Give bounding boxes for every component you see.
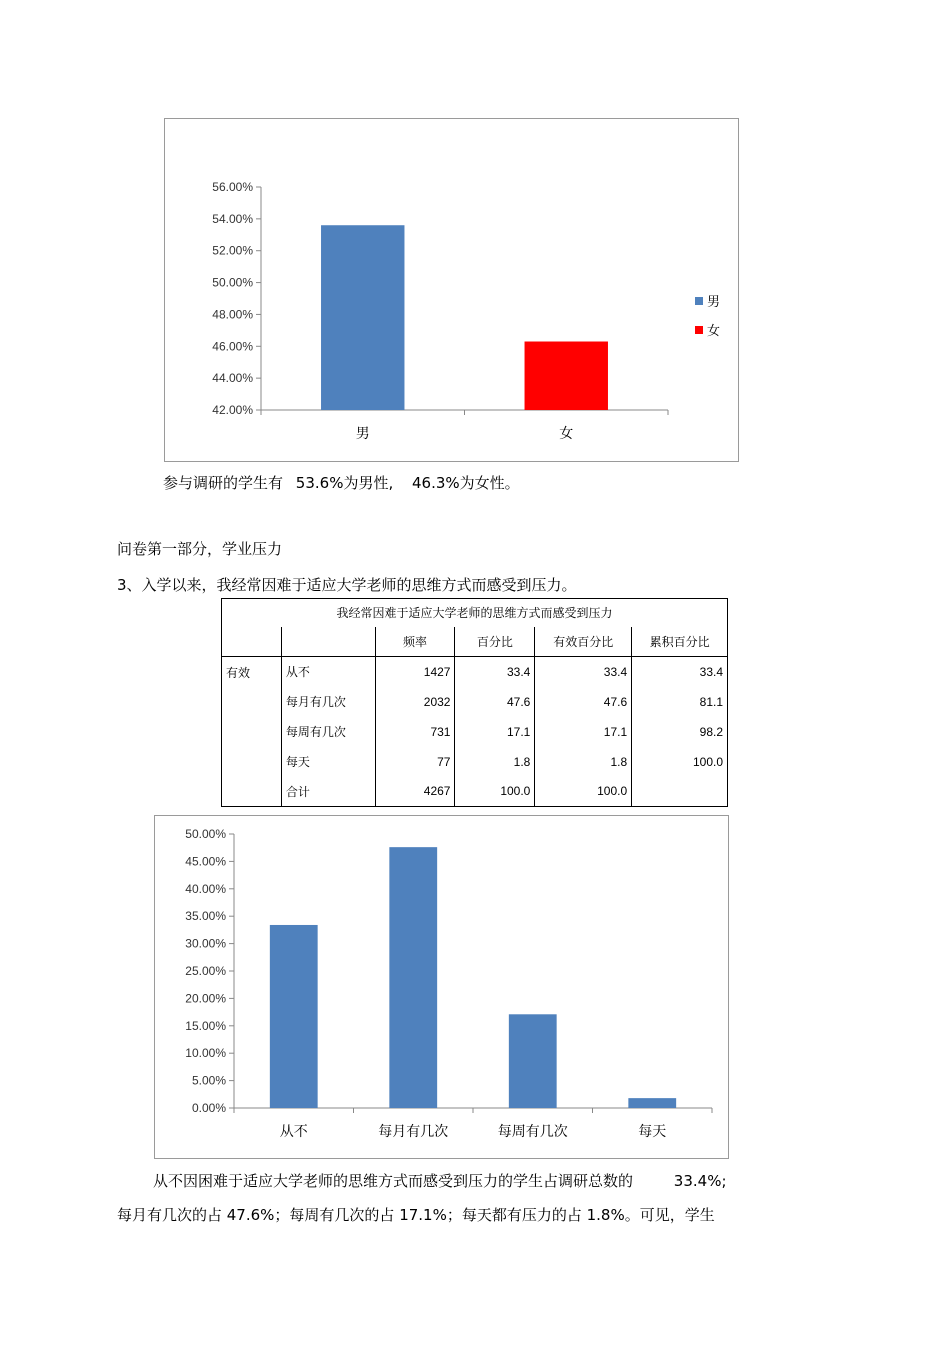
cell-cum: 33.4 xyxy=(632,657,728,687)
row-label: 从不 xyxy=(281,657,375,687)
cell-pct-total: 100.0 xyxy=(455,777,535,807)
cell-cum: 100.0 xyxy=(632,747,728,777)
row-label: 每周有几次 xyxy=(281,717,375,747)
y-tick-label: 42.00% xyxy=(212,403,253,417)
y-tick-label: 54.00% xyxy=(212,211,253,226)
gender-chart-svg xyxy=(165,119,740,463)
y-tick-label: 56.00% xyxy=(212,180,253,194)
y-tick-label: 5.00% xyxy=(191,1073,226,1088)
cell-freq: 2032 xyxy=(375,687,455,717)
group-label: 有效 xyxy=(222,657,282,807)
cell-pct: 17.1 xyxy=(455,717,535,747)
bar xyxy=(270,925,318,1108)
gender-chart xyxy=(164,118,739,462)
x-tick-label: 女 xyxy=(559,426,574,442)
legend-swatch xyxy=(695,297,703,305)
x-tick-label: 从不 xyxy=(279,1124,308,1140)
cell-cum-total xyxy=(632,777,728,807)
x-tick-label: 男 xyxy=(355,426,370,442)
bar xyxy=(389,847,437,1108)
y-tick-label: 40.00% xyxy=(185,881,226,896)
row-label-total: 合计 xyxy=(281,777,375,807)
gender-summary-c: 46.3%为女性。 xyxy=(412,474,520,492)
stress-summary-b: 33.4%; xyxy=(673,1172,727,1190)
y-tick-label: 48.00% xyxy=(212,307,253,322)
y-tick-label: 25.00% xyxy=(185,964,226,978)
table-caption: 我经常因难于适应大学老师的思维方式而感受到压力 xyxy=(222,599,728,627)
legend-swatch xyxy=(695,326,703,334)
stress-summary-a: 从不因困难于适应大学老师的思维方式而感受到压力的学生占调研总数的 xyxy=(153,1172,634,1190)
gender-summary-b: 53.6%为男性, xyxy=(295,474,394,492)
question-3: 3、入学以来，我经常因难于适应大学老师的思维方式而感受到压力。 xyxy=(117,576,577,594)
y-tick-label: 35.00% xyxy=(185,909,226,924)
y-tick-label: 30.00% xyxy=(185,936,226,951)
y-tick-label: 20.00% xyxy=(185,991,226,1006)
gender-summary xyxy=(163,473,520,493)
x-tick-label: 每月有几次 xyxy=(378,1124,449,1140)
frequency-table xyxy=(221,598,728,807)
header-empty-1 xyxy=(222,627,282,657)
cell-pct: 1.8 xyxy=(455,747,535,777)
gender-summary-a: 参与调研的学生有 xyxy=(163,474,284,492)
row-label: 每天 xyxy=(281,747,375,777)
cell-valid: 1.8 xyxy=(535,747,632,777)
stress-chart xyxy=(154,815,729,1159)
y-tick-label: 52.00% xyxy=(212,243,253,258)
header-pct: 百分比 xyxy=(455,627,535,657)
cell-freq-total: 4267 xyxy=(375,777,455,807)
cell-valid: 17.1 xyxy=(535,717,632,747)
bar xyxy=(628,1098,676,1108)
y-tick-label: 10.00% xyxy=(185,1046,226,1061)
cell-valid: 47.6 xyxy=(535,687,632,717)
y-tick-label: 50.00% xyxy=(185,827,226,841)
header-empty-2 xyxy=(281,627,375,657)
cell-freq: 731 xyxy=(375,717,455,747)
section-title: 问卷第一部分，学业压力 xyxy=(117,540,283,558)
bar xyxy=(525,342,608,410)
stress-summary-line2: 每月有几次的占 47.6%；每周有几次的占 17.1%；每天都有压力的占 1.8%。可见，学生 xyxy=(117,1206,715,1224)
cell-cum: 81.1 xyxy=(632,687,728,717)
y-tick-label: 0.00% xyxy=(191,1101,226,1115)
bar xyxy=(321,225,404,410)
cell-pct: 33.4 xyxy=(455,657,535,687)
y-tick-label: 15.00% xyxy=(185,1018,226,1033)
stress-summary-line1 xyxy=(153,1171,727,1191)
legend-label: 男 xyxy=(707,295,721,310)
cell-valid: 33.4 xyxy=(535,657,632,687)
cell-freq: 77 xyxy=(375,747,455,777)
y-tick-label: 45.00% xyxy=(185,854,226,869)
bar xyxy=(509,1014,557,1108)
y-tick-label: 46.00% xyxy=(212,339,253,354)
cell-cum: 98.2 xyxy=(632,717,728,747)
y-tick-label: 44.00% xyxy=(212,371,253,386)
legend-label: 女 xyxy=(707,324,721,339)
header-freq: 频率 xyxy=(375,627,455,657)
row-label: 每月有几次 xyxy=(281,687,375,717)
stress-chart-svg xyxy=(155,816,730,1160)
x-tick-label: 每天 xyxy=(638,1124,667,1140)
cell-valid-total: 100.0 xyxy=(535,777,632,807)
x-tick-label: 每周有几次 xyxy=(497,1124,568,1140)
cell-pct: 47.6 xyxy=(455,687,535,717)
cell-freq: 1427 xyxy=(375,657,455,687)
y-tick-label: 50.00% xyxy=(212,275,253,290)
header-valid-pct: 有效百分比 xyxy=(535,627,632,657)
header-cum-pct: 累积百分比 xyxy=(632,627,728,657)
